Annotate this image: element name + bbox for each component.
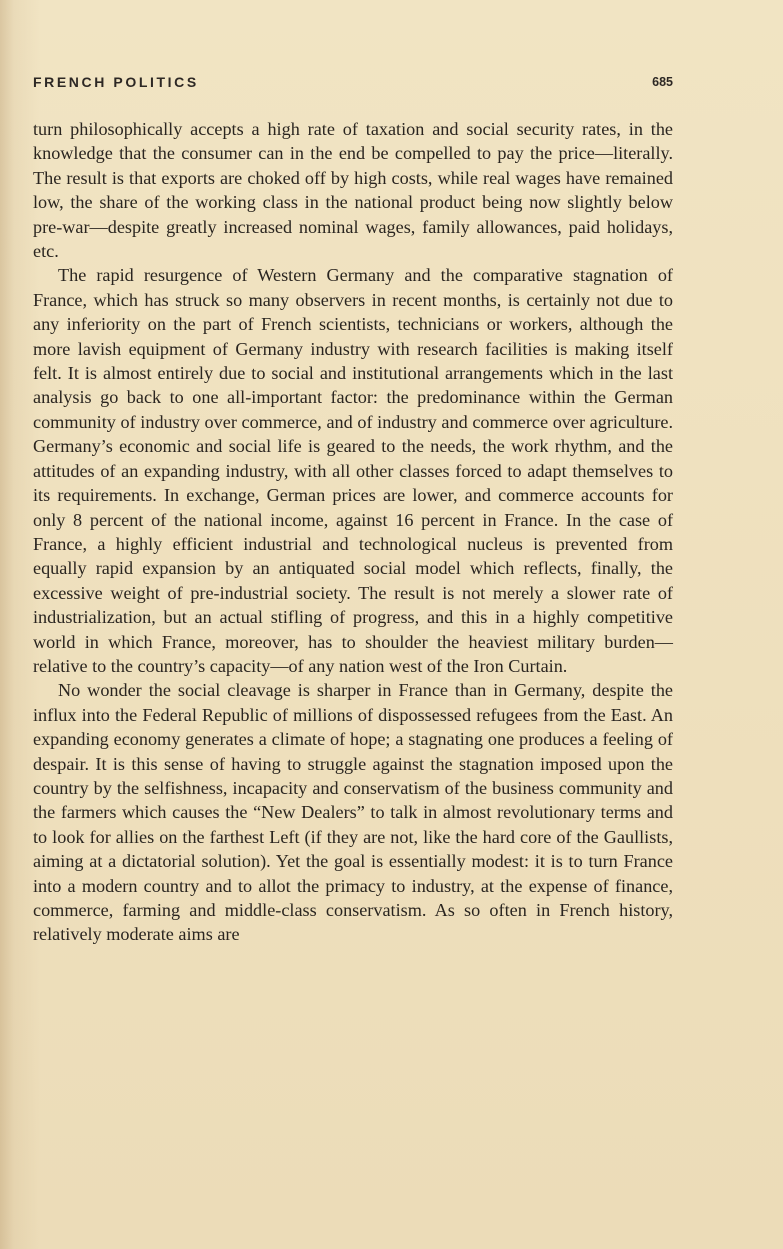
paragraph-germany-comparison: The rapid resurgence of Western Germany and the comparative stagnation of France, which has struck so many observers in recent months, is certainly not due to any inferiority on the part of French scientists, technicians or workers, although the more lavish equipment of Germany industry with research facilities is making itself felt. It is almost entirely due to social and institutional arrangements which in the last analysis go back to one all-important factor: the predominance within the German community of industry over commerce, and of industry and commerce over agriculture. Germany’s economic and social life is geared to the needs, the work rhythm, and the attitudes of an expanding industry, with all other classes forced to adapt themselves to its requirements. In exchange, German prices are lower, and commerce accounts for only 8 percent of the national income, against 16 percent in France. In the case of France, a highly efficient industrial and technological nucleus is prevented from equally rapid expansion by an antiquated social model which reflects, finally, the excessive weight of pre-industrial society. The result is not merely a slower rate of industrialization, but an actual stifling of progress, and this in a highly competitive world in which France, moreover, has to shoulder the heaviest military burden—relative to the country’s capacity—of any nation west of the Iron Curtain. bbox=[33, 265, 673, 676]
body-text bbox=[33, 117, 673, 947]
running-head bbox=[33, 74, 673, 94]
paragraph-continuation: turn philosophically accepts a high rate of taxation and social security rates, in the knowledge that the consumer can in the end be compelled to pay the price—literally. The result is that exports are choked off by high costs, while real wages have remained low, the share of the working class in the national product being now slightly below pre-war—despite greatly increased nominal wages, family allowances, paid holidays, etc. bbox=[33, 119, 673, 262]
paragraph-social-cleavage: No wonder the social cleavage is sharper in France than in Germany, despite the influx into the Federal Republic of millions of dispossessed refugees from the East. An expanding economy generates a climate of hope; a stagnating one produces a feeling of despair. It is this sense of having to struggle against the stagnation imposed upon the country by the selfishness, incapacity and conservatism of the business community and the farmers which causes the “New Dealers” to talk in almost revolutionary terms and to look for allies on the farthest Left (if they are not, like the hard core of the Gaullists, aiming at a dictatorial solution). Yet the goal is essentially modest: it is to turn France into a modern country and to allot the primacy to industry, at the expense of finance, commerce, farming and middle-class conservatism. As so often in French history, relatively moderate aims are bbox=[33, 680, 673, 945]
running-title: FRENCH POLITICS bbox=[33, 74, 199, 90]
page-number: 685 bbox=[652, 75, 673, 89]
